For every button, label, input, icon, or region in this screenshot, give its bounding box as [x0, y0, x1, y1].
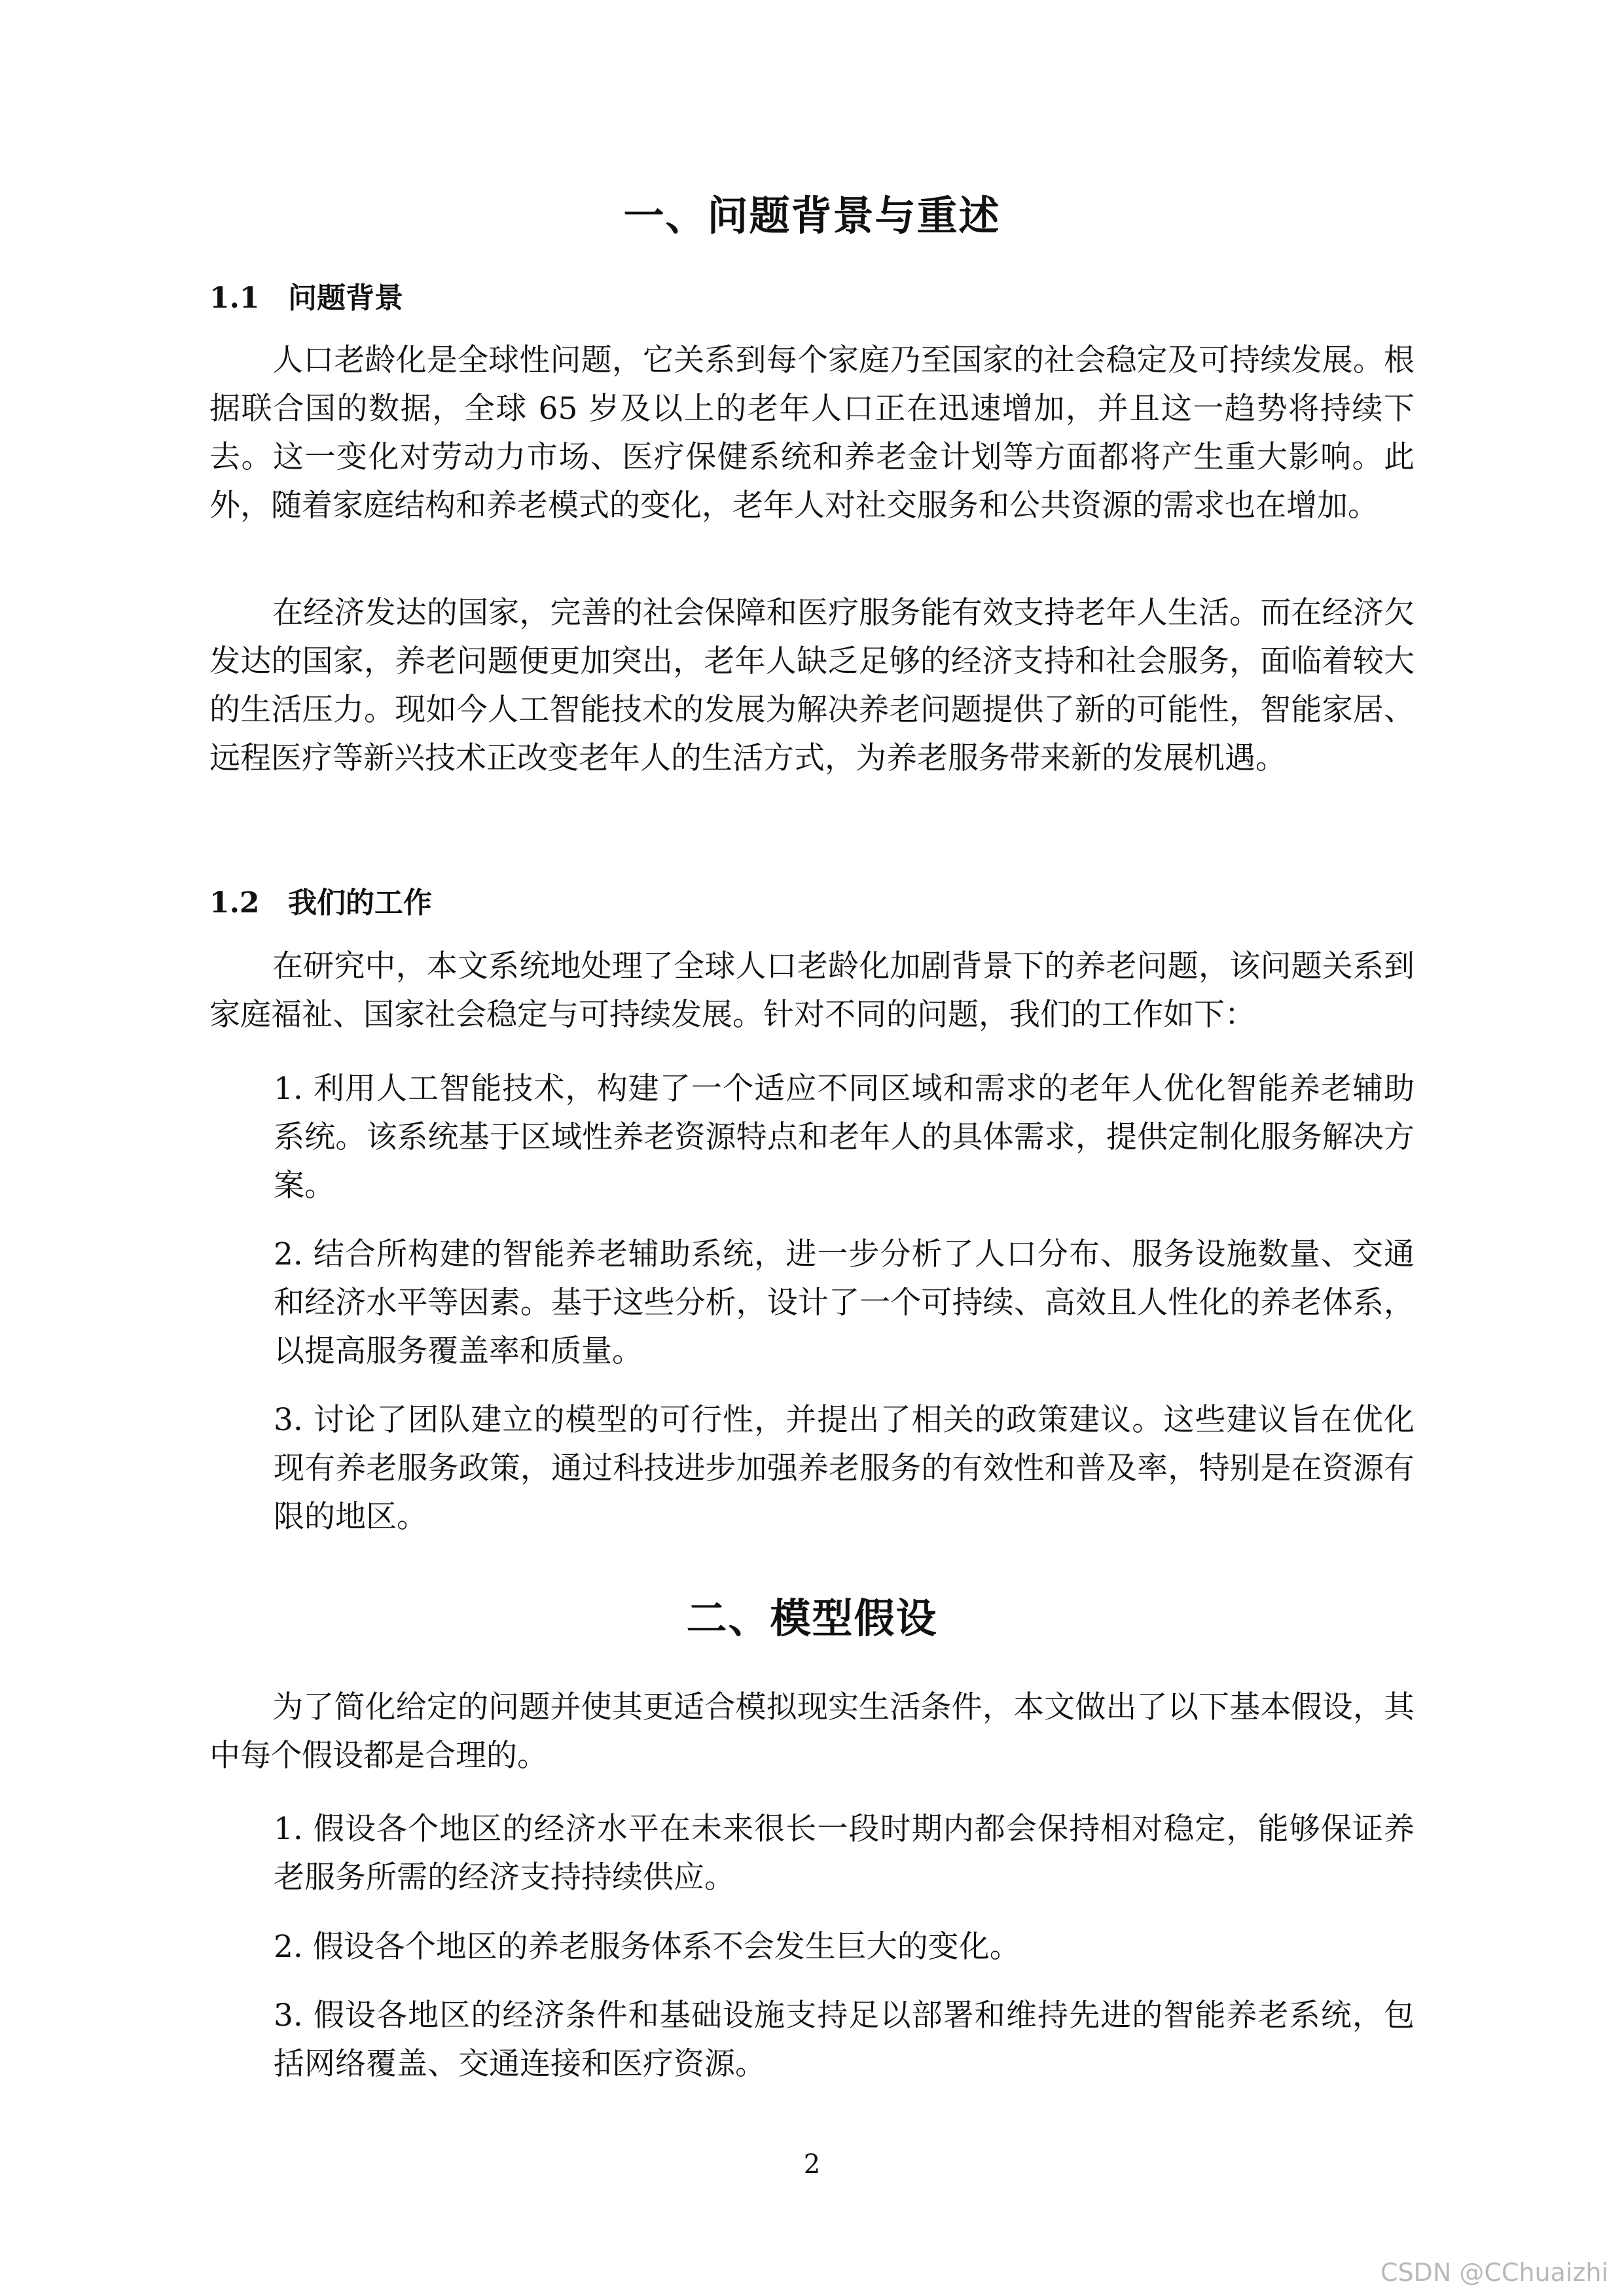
section-2-title: 二、模型假设 — [686, 1594, 938, 1642]
list-item: 2. 结合所构建的智能养老辅助系统，进一步分析了人口分布、服务设施数量、交通和经济水平等因素。基于这些分析，设计了一个可持续、高效且人性化的养老体系，以提高服务覆盖率和质量。 — [274, 1236, 1415, 1369]
subsection-number: 1.1 — [209, 281, 260, 315]
paragraph: 为了简化给定的问题并使其更适合模拟现实生活条件，本文做出了以下基本假设，其中每个假设都是合理的。 — [209, 1689, 1415, 1774]
paragraph: 在研究中，本文系统地处理了全球人口老龄化加剧背景下的养老问题，该问题关系到家庭福祉、国家社会稳定与可持续发展。针对不同的问题，我们的工作如下： — [209, 948, 1415, 1033]
page-number: 2 — [803, 2149, 821, 2179]
section-1-title: 一、问题背景与重述 — [623, 192, 1001, 240]
paragraph: 在经济发达的国家，完善的社会保障和医疗服务能有效支持老年人生活。而在经济欠发达的国家，养老问题便更加突出，老年人缺乏足够的经济支持和社会服务，面临着较大的生活压力。现如今人工智能技术的发展为解决养老问题提供了新的可能性，智能家居、远程医疗等新兴技术正改变老年人的生活方式，为养老服务带来新的发展机遇。 — [209, 595, 1415, 776]
subsection-title: 我们的工作 — [288, 886, 432, 920]
list-item: 1. 利用人工智能技术，构建了一个适应不同区域和需求的老年人优化智能养老辅助系统。该系统基于区域性养老资源特点和老年人的具体需求，提供定制化服务解决方案。 — [274, 1071, 1415, 1204]
list-item: 1. 假设各个地区的经济水平在未来很长一段时期内都会保持相对稳定，能够保证养老服务所需的经济支持持续供应。 — [274, 1811, 1415, 1895]
watermark: CSDN @CChuaizhi — [1380, 2258, 1608, 2287]
subsection-1-2-heading — [209, 885, 432, 922]
subsection-title: 问题背景 — [288, 281, 403, 315]
list-item: 3. 假设各地区的经济条件和基础设施支持足以部署和维持先进的智能养老系统，包括网络覆盖、交通连接和医疗资源。 — [274, 1998, 1415, 2082]
subsection-number: 1.2 — [209, 886, 260, 920]
paragraph: 人口老龄化是全球性问题，它关系到每个家庭乃至国家的社会稳定及可持续发展。根据联合国的数据，全球 65 岁及以上的老年人口正在迅速增加，并且这一趋势将持续下去。这一变化对劳动力市场、医疗保健系统和养老金计划等方面都将产生重大影响。此外，随着家庭结构和养老模式的变化，老年人对社交服务和公共资源的需求也在增加。 — [209, 342, 1415, 524]
list-item: 3. 讨论了团队建立的模型的可行性，并提出了相关的政策建议。这些建议旨在优化现有养老服务政策，通过科技进步加强养老服务的有效性和普及率，特别是在资源有限的地区。 — [274, 1402, 1415, 1535]
list-item: 2. 假设各个地区的养老服务体系不会发生巨大的变化。 — [274, 1929, 1020, 1965]
subsection-1-1-heading — [209, 280, 403, 317]
